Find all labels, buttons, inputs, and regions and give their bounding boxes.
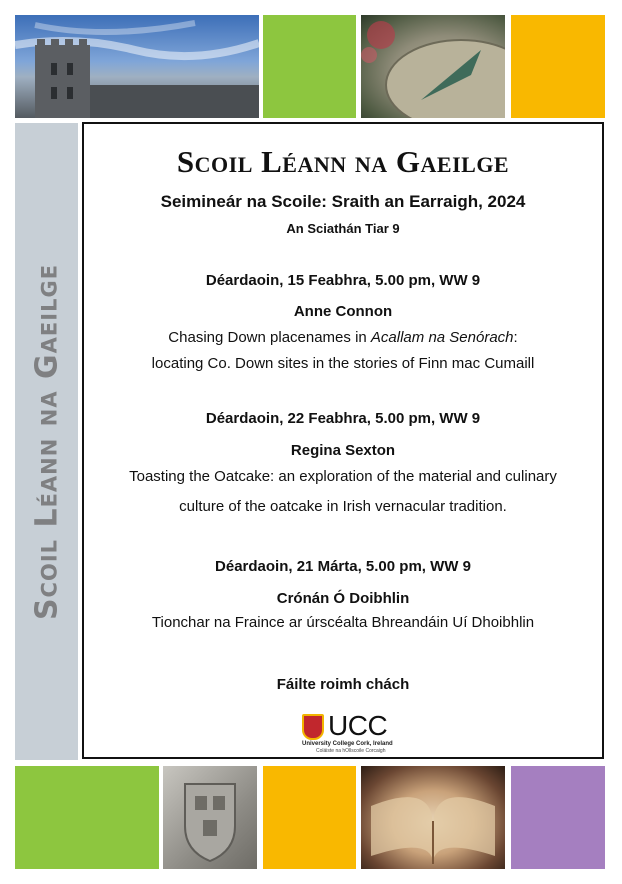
event-title-italic: Acallam na Senórach [370,329,514,346]
venue-location: An Sciathán Tiar 9 [286,221,400,236]
event-date: Déardaoin, 21 Márta, 5.00 pm, WW 9 [215,558,471,575]
event-title-colon: : [513,329,518,346]
event-title-text: Chasing Down placenames in [168,329,371,346]
logo-subtitle-irish: Coláiste na hOllscoile Corcaigh [316,748,386,754]
logo-subtitle: University College Cork, Ireland [302,741,393,747]
sundial-illustration [361,15,505,118]
logo-wordmark: UCC [328,710,388,741]
book-photo [361,766,505,869]
event-title-line: Tionchar na Fraince ar úrscéalta Bhreandáin Uí Dhoibhlin [151,614,535,631]
book-illustration [361,766,505,869]
main-panel [82,122,604,759]
sundial-photo [361,15,505,118]
event-speaker: Anne Connon [293,303,393,320]
event-title-line: culture of the oatcake in Irish vernacular tradition. [179,498,507,515]
castle-photo [15,15,259,118]
event-title-line: Toasting the Oatcake: an exploration of the material and culinary [129,468,557,485]
green-tile [263,15,356,118]
event-title-line [84,329,602,346]
stone-crest-illustration [163,766,257,869]
yellow-tile [511,15,605,118]
sidebar-band [15,123,78,760]
page-title: Scoil Léann na Gaeilge [176,144,510,179]
event-title-line: locating Co. Down sites in the stories of Finn mac Cumaill [151,355,535,372]
event-speaker: Regina Sexton [290,442,396,459]
series-subtitle: Seimineár na Scoile: Sraith an Earraigh, 2024 [160,192,526,211]
sidebar-title: Scoil Léann na Gaeilge [29,263,64,620]
purple-tile [511,766,605,869]
castle-illustration [15,15,259,118]
welcome-text: Fáilte roimh chách [276,676,410,693]
crest-photo [163,766,257,869]
event-date: Déardaoin, 22 Feabhra, 5.00 pm, WW 9 [205,410,481,427]
ucc-crest-icon [302,714,324,740]
yellow-tile [263,766,356,869]
event-date: Déardaoin, 15 Feabhra, 5.00 pm, WW 9 [205,272,481,289]
green-tile [15,766,159,869]
event-speaker: Crónán Ó Doibhlin [276,590,410,607]
